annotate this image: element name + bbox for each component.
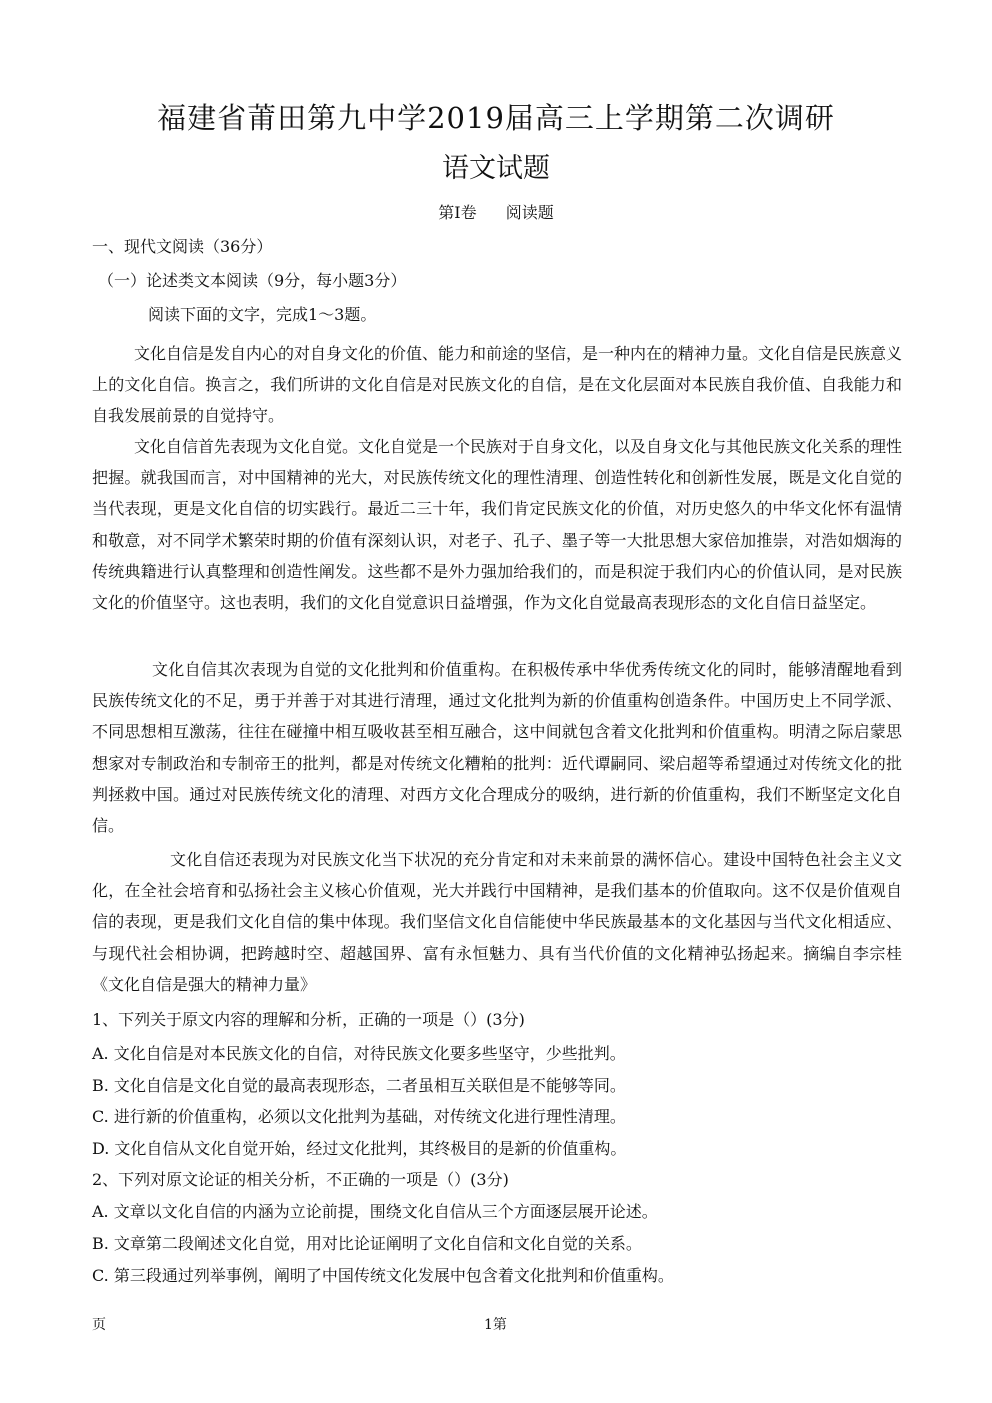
section-heading: 一、现代文阅读（36分） xyxy=(92,237,273,256)
question-option: A. 文化自信是对本民族文化的自信，对待民族文化要多些坚守，少些批判。 xyxy=(92,1044,626,1063)
subsection-heading: （一）论述类文本阅读（9分，每小题3分） xyxy=(98,271,407,290)
question-option: C. 进行新的价值重构，必须以文化批判为基础，对传统文化进行理性清理。 xyxy=(92,1107,626,1126)
question-option: C. 第三段通过列举事例，阐明了中国传统文化发展中包含着文化批判和价值重构。 xyxy=(92,1266,674,1285)
volume-heading xyxy=(0,200,992,223)
volume-label: 第Ⅰ卷 xyxy=(438,203,477,222)
footer-page-number: 1第 xyxy=(484,1317,507,1333)
question-option: D. 文化自信从文化自觉开始，经过文化批判，其终极目的是新的价值重构。 xyxy=(92,1139,627,1158)
question-stem: 1、下列关于原文内容的理解和分析，正确的一项是（）(3分) xyxy=(92,1010,525,1029)
footer-page-label: 页 xyxy=(92,1317,106,1333)
passage-paragraph: 文化自信是发自内心的对自身文化的价值、能力和前途的坚信，是一种内在的精神力量。文化自信是民族意义上的文化自信。换言之，我们所讲的文化自信是对民族文化的自信，是在文化层面对本民族自我价值、自我能力和自我发展前景的自觉持守。 xyxy=(92,344,903,426)
question-option: A. 文章以文化自信的内涵为立论前提，围绕文化自信从三个方面逐层展开论述。 xyxy=(92,1202,658,1221)
passage-paragraph: 文化自信其次表现为自觉的文化批判和价值重构。在积极传承中华优秀传统文化的同时，能够清醒地看到民族传统文化的不足，勇于并善于对其进行清理，通过文化批判为新的价值重构创造条件。中国历史上不同学派、不同思想相互激荡，往往在碰撞中相互吸收甚至相互融合，这中间就包含着文化批判和价值重构。明清之际启蒙思想家对专制政治和专制帝王的批判，都是对传统文化糟粕的批判：近代谭嗣同、梁启超等希望通过对传统文化的批判拯救中国。通过对民族传统文化的清理、对西方文化合理成分的吸纳，进行新的价值重构，我们不断坚定文化自信。 xyxy=(92,660,902,836)
reading-instruction: 阅读下面的文字，完成1～3题。 xyxy=(148,305,377,324)
question-option: B. 文章第二段阐述文化自觉，用对比论证阐明了文化自信和文化自觉的关系。 xyxy=(92,1234,642,1253)
exam-subtitle: 语文试题 xyxy=(442,153,550,184)
volume-name: 阅读题 xyxy=(505,203,554,222)
passage-paragraph: 文化自信首先表现为文化自觉。文化自觉是一个民族对于自身文化，以及自身文化与其他民族文化关系的理性把握。就我国而言，对中国精神的光大，对民族传统文化的理性清理、创造性转化和创新性发展，既是文化自觉的当代表现，更是文化自信的切实践行。最近二三十年，我们肯定民族文化的价值，对历史悠久的中华文化怀有温情和敬意，对不同学术繁荣时期的价值有深刻认识，对老子、孔子、墨子等一大批思想大家倍加推崇，对浩如烟海的传统典籍进行认真整理和创造性阐发。这些都不是外力强加给我们的，而是积淀于我们内心的价值认同，是对民族文化的价值坚守。这也表明，我们的文化自觉意识日益增强，作为文化自觉最高表现形态的文化自信日益坚定。 xyxy=(92,437,903,613)
passage-paragraph: 文化自信还表现为对民族文化当下状况的充分肯定和对未来前景的满怀信心。建设中国特色社会主义文化，在全社会培育和弘扬社会主义核心价值观，光大并践行中国精神，是我们基本的价值取向。这不仅是价值观自信的表现，更是我们文化自信的集中体现。我们坚信文化自信能使中华民族最基本的文化基因与当代文化相适应、与现代社会相协调，把跨越时空、超越国界、富有永恒魅力、具有当代价值的文化精神弘扬起来。摘编自李宗桂《文化自信是强大的精神力量》 xyxy=(92,850,902,994)
question-stem: 2、下列对原文论证的相关分析，不正确的一项是（）(3分) xyxy=(92,1170,509,1189)
exam-title: 福建省莆田第九中学2019届高三上学期第二次调研 xyxy=(157,101,835,135)
question-option: B. 文化自信是文化自觉的最高表现形态，二者虽相互关联但是不能够等同。 xyxy=(92,1076,626,1095)
